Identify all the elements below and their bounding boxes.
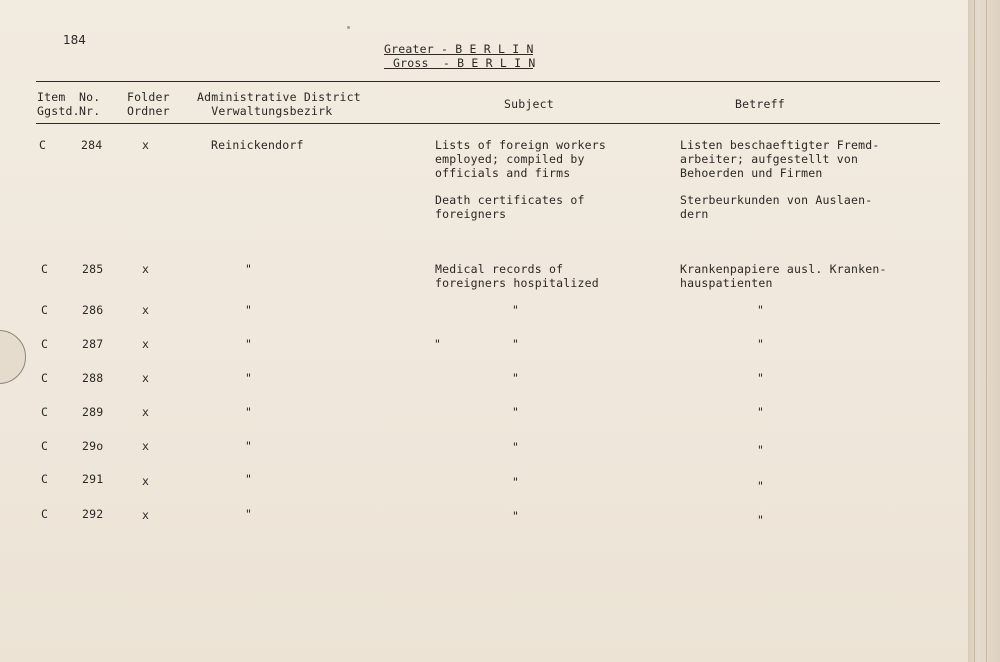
row-folder: x [142,262,150,276]
row-number: 287 [82,337,104,351]
row-district: " [245,507,253,521]
row-folder: x [142,508,150,522]
row-subject: " [512,440,520,454]
row-district: " [245,371,253,385]
row-subject: Medical records of foreigners hospitalized [435,262,599,290]
row-subject: " [512,509,520,523]
row-district: " [245,439,253,453]
row-betreff-2: Sterbeurkunden von Auslaen- dern [680,193,873,221]
col-header-folder: Folder Ordner [127,90,170,118]
row-subject: " [512,337,520,351]
row-subject-extra: " [434,337,442,351]
paper-speck [347,26,350,29]
row-betreff: " [757,371,765,385]
row-betreff: " [757,337,765,351]
row-subject: " [512,303,520,317]
row-number: 291 [82,472,104,486]
row-number: 288 [82,371,104,385]
row-number: 285 [82,262,104,276]
row-subject: Lists of foreign workers employed; compiled by officials and firms [435,138,606,180]
row-item: C [41,303,49,317]
row-subject-2: Death certificates of foreigners [435,193,585,221]
row-subject: " [512,405,520,419]
row-item: C [39,138,47,152]
row-item: C [41,371,49,385]
row-district: " [245,303,253,317]
row-number: 286 [82,303,104,317]
row-item: C [41,262,49,276]
header-top-rule [36,81,940,82]
title-underline-1 [384,54,533,55]
row-betreff: Listen beschaeftigter Fremd- arbeiter; aufgestellt von Behoerden und Firmen [680,138,880,180]
row-subject: " [512,475,520,489]
row-betreff: " [757,479,765,493]
row-item: C [41,337,49,351]
row-number: 292 [82,507,104,521]
row-district: " [245,262,253,276]
col-header-betreff: Betreff [735,97,785,111]
row-betreff: " [757,443,765,457]
row-folder: x [142,138,150,152]
row-item: C [41,472,49,486]
row-district: " [245,472,253,486]
title-line-2: Gross - B E R L I N [393,56,536,70]
row-item: C [41,439,49,453]
row-number: 29o [82,439,104,453]
row-item: C [41,405,49,419]
row-folder: x [142,371,150,385]
row-subject: " [512,371,520,385]
row-folder: x [142,439,150,453]
page-number: 184 [63,33,86,47]
binder-tab-notch [0,330,26,384]
row-betreff: Krankenpapiere ausl. Kranken- hauspatienten [680,262,887,290]
col-header-no: No. Nr. [79,90,101,118]
row-district: " [245,405,253,419]
row-folder: x [142,474,150,488]
row-folder: x [142,303,150,317]
row-district: " [245,337,253,351]
col-header-district: Administrative District Verwaltungsbezirk [197,90,361,118]
row-folder: x [142,337,150,351]
row-number: 289 [82,405,104,419]
col-header-item: Item Ggstd. [37,90,80,118]
row-folder: x [142,405,150,419]
page-edge-shadow [968,0,1000,662]
row-betreff: " [757,405,765,419]
col-header-subject: Subject [504,97,554,111]
row-item: C [41,507,49,521]
row-district: Reinickendorf [211,138,304,152]
header-bottom-rule [36,123,940,124]
row-number: 284 [81,138,103,152]
title-underline-2 [384,68,533,69]
row-betreff: " [757,513,765,527]
row-betreff: " [757,303,765,317]
title-line-1: Greater - B E R L I N [384,42,534,56]
